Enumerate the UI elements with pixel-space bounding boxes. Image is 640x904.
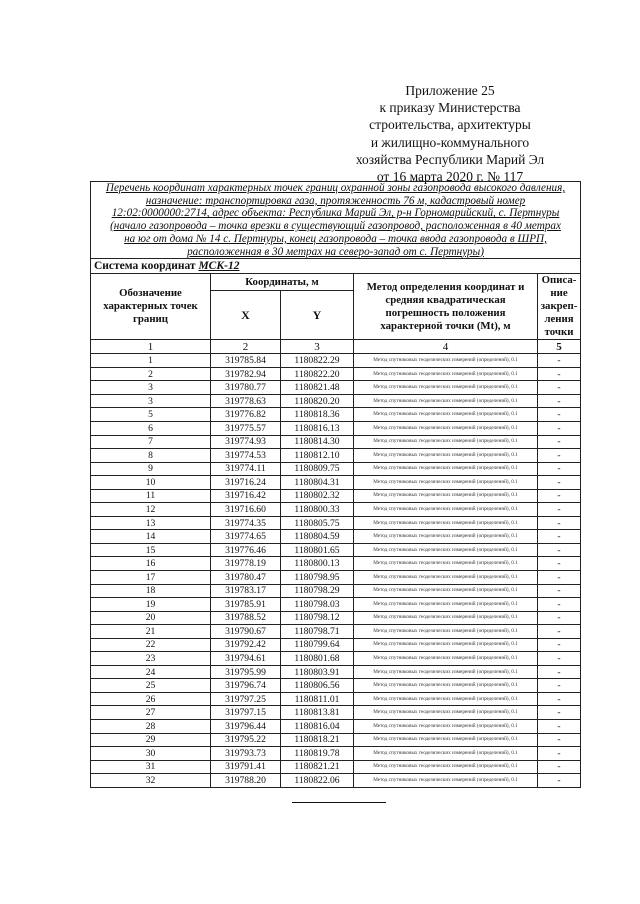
table-row [91, 489, 581, 503]
description-cell: - [538, 774, 581, 788]
title-line: расположенная в 30 метрах на северо-запад от с. Пертнуры) [187, 245, 484, 258]
header-designation: Обозначение характерных точек границ [91, 274, 211, 340]
title-line: Перечень координат характерных точек границ охранной зоны газопровода высокого давления, [105, 182, 566, 194]
x-coordinate-cell: 319774.35 [211, 516, 281, 530]
table-row [91, 570, 581, 584]
x-coordinate-cell: 319716.42 [211, 489, 281, 503]
x-coordinate-cell: 319785.91 [211, 598, 281, 612]
x-coordinate-cell: 319774.11 [211, 462, 281, 476]
x-coordinate-cell: 319776.46 [211, 543, 281, 557]
method-cell: Метод спутниковых геодезических измерений (определений), 0.1 [354, 354, 538, 368]
x-coordinate-cell: 319797.15 [211, 706, 281, 720]
method-cell: Метод спутниковых геодезических измерений (определений), 0.1 [354, 747, 538, 761]
description-cell: - [538, 449, 581, 463]
point-number-cell: 23 [91, 652, 211, 666]
description-cell: - [538, 760, 581, 774]
x-coordinate-cell: 319775.57 [211, 421, 281, 435]
description-cell: - [538, 394, 581, 408]
method-cell: Метод спутниковых геодезических измерений (определений), 0.1 [354, 652, 538, 666]
point-number-cell: 12 [91, 503, 211, 517]
coordinates-table [90, 181, 581, 788]
method-cell: Метод спутниковых геодезических измерений (определений), 0.1 [354, 394, 538, 408]
x-coordinate-cell: 319797.25 [211, 692, 281, 706]
method-cell: Метод спутниковых геодезических измерений (определений), 0.1 [354, 421, 538, 435]
y-coordinate-cell: 1180798.12 [281, 611, 354, 625]
y-coordinate-cell: 1180801.68 [281, 652, 354, 666]
description-cell: - [538, 530, 581, 544]
y-coordinate-cell: 1180806.56 [281, 679, 354, 693]
x-coordinate-cell: 319795.22 [211, 733, 281, 747]
description-cell: - [538, 516, 581, 530]
method-cell: Метод спутниковых геодезических измерений (определений), 0.1 [354, 503, 538, 517]
table-row [91, 611, 581, 625]
method-cell: Метод спутниковых геодезических измерений (определений), 0.1 [354, 516, 538, 530]
appendix-line: хозяйства Республики Марий Эл [355, 151, 545, 167]
x-coordinate-cell: 319795.99 [211, 665, 281, 679]
point-number-cell: 3 [91, 394, 211, 408]
table-row [91, 557, 581, 571]
footer-divider [292, 802, 386, 803]
x-coordinate-cell: 319792.42 [211, 638, 281, 652]
y-coordinate-cell: 1180798.95 [281, 570, 354, 584]
x-coordinate-cell: 319716.24 [211, 476, 281, 490]
table-row [91, 679, 581, 693]
method-cell: Метод спутниковых геодезических измерений (определений), 0.1 [354, 449, 538, 463]
appendix-line: строительства, архитектуры [369, 117, 531, 133]
point-number-cell: 30 [91, 747, 211, 761]
method-cell: Метод спутниковых геодезических измерений (определений), 0.1 [354, 530, 538, 544]
y-coordinate-cell: 1180800.33 [281, 503, 354, 517]
description-cell: - [538, 543, 581, 557]
method-cell: Метод спутниковых геодезических измерений (определений), 0.1 [354, 367, 538, 381]
table-row [91, 598, 581, 612]
x-coordinate-cell: 319778.63 [211, 394, 281, 408]
appendix-line: Приложение 25 [405, 83, 495, 98]
table-row [91, 747, 581, 761]
description-cell: - [538, 557, 581, 571]
description-cell: - [538, 489, 581, 503]
x-coordinate-cell: 319774.65 [211, 530, 281, 544]
y-coordinate-cell: 1180820.20 [281, 394, 354, 408]
table-row [91, 435, 581, 449]
point-number-cell: 5 [91, 408, 211, 422]
table-row [91, 760, 581, 774]
header-y: Y [281, 291, 354, 340]
point-number-cell: 1 [91, 354, 211, 368]
y-coordinate-cell: 1180818.36 [281, 408, 354, 422]
title-line: назначение: транспортировка газа, протяженность 76 м, кадастровый номер [145, 194, 526, 207]
table-row [91, 706, 581, 720]
point-number-cell: 29 [91, 733, 211, 747]
method-cell: Метод спутниковых геодезических измерений (определений), 0.1 [354, 625, 538, 639]
x-coordinate-cell: 319778.19 [211, 557, 281, 571]
y-coordinate-cell: 1180803.91 [281, 665, 354, 679]
table-row [91, 367, 581, 381]
point-number-cell: 6 [91, 421, 211, 435]
table-row [91, 408, 581, 422]
method-cell: Метод спутниковых геодезических измерений (определений), 0.1 [354, 543, 538, 557]
y-coordinate-cell: 1180818.21 [281, 733, 354, 747]
method-cell: Метод спутниковых геодезических измерений (определений), 0.1 [354, 570, 538, 584]
method-cell: Метод спутниковых геодезических измерений (определений), 0.1 [354, 638, 538, 652]
method-cell: Метод спутниковых геодезических измерений (определений), 0.1 [354, 598, 538, 612]
y-coordinate-cell: 1180798.71 [281, 625, 354, 639]
method-cell: Метод спутниковых геодезических измерений (определений), 0.1 [354, 733, 538, 747]
x-coordinate-cell: 319780.77 [211, 381, 281, 395]
y-coordinate-cell: 1180812.10 [281, 449, 354, 463]
column-number: 4 [354, 340, 538, 354]
point-number-cell: 13 [91, 516, 211, 530]
point-number-cell: 26 [91, 692, 211, 706]
x-coordinate-cell: 319790.67 [211, 625, 281, 639]
description-cell: - [538, 435, 581, 449]
method-cell: Метод спутниковых геодезических измерений (определений), 0.1 [354, 557, 538, 571]
description-cell: - [538, 503, 581, 517]
title-line: 12:02:0000000:2714, адрес объекта: Республика Марий Эл, р-н Горномарийский, с. Пертнуры [111, 207, 560, 220]
y-coordinate-cell: 1180805.75 [281, 516, 354, 530]
appendix-line: к приказу Министерства [379, 100, 521, 116]
x-coordinate-cell: 319793.73 [211, 747, 281, 761]
header-x: X [211, 291, 281, 340]
table-row [91, 692, 581, 706]
header-description: Описа-ние закреп-ления точки [538, 274, 581, 340]
table-row [91, 421, 581, 435]
table-row [91, 665, 581, 679]
description-cell: - [538, 692, 581, 706]
y-coordinate-cell: 1180804.31 [281, 476, 354, 490]
y-coordinate-cell: 1180809.75 [281, 462, 354, 476]
description-cell: - [538, 719, 581, 733]
title-line: (начало газопровода – точка врезки в существующий газопровод, расположенная в 40 метрах [110, 220, 561, 233]
x-coordinate-cell: 319796.74 [211, 679, 281, 693]
point-number-cell: 24 [91, 665, 211, 679]
coordinate-system [91, 259, 581, 274]
appendix-line: и жилищно-коммунального [370, 134, 530, 150]
point-number-cell: 9 [91, 462, 211, 476]
method-cell: Метод спутниковых геодезических измерений (определений), 0.1 [354, 665, 538, 679]
column-number: 3 [281, 340, 354, 354]
method-cell: Метод спутниковых геодезических измерений (определений), 0.1 [354, 408, 538, 422]
title-line: на юг от дома № 14 с. Пертнуры, конец газопровода – точка ввода газопровода в ШРП, [124, 232, 547, 245]
point-number-cell: 17 [91, 570, 211, 584]
description-cell: - [538, 733, 581, 747]
point-number-cell: 28 [91, 719, 211, 733]
description-cell: - [538, 747, 581, 761]
method-cell: Метод спутниковых геодезических измерений (определений), 0.1 [354, 489, 538, 503]
y-coordinate-cell: 1180801.65 [281, 543, 354, 557]
column-number: 2 [211, 340, 281, 354]
y-coordinate-cell: 1180798.03 [281, 598, 354, 612]
point-number-cell: 2 [91, 367, 211, 381]
method-cell: Метод спутниковых геодезических измерений (определений), 0.1 [354, 381, 538, 395]
x-coordinate-cell: 319785.84 [211, 354, 281, 368]
table-row [91, 733, 581, 747]
table-row [91, 381, 581, 395]
method-cell: Метод спутниковых геодезических измерений (определений), 0.1 [354, 679, 538, 693]
point-number-cell: 31 [91, 760, 211, 774]
point-number-cell: 22 [91, 638, 211, 652]
y-coordinate-cell: 1180821.21 [281, 760, 354, 774]
table-row [91, 503, 581, 517]
header-method: Метод определения координат и средняя квадратическая погрешность положения характерной точки (Mt), м [354, 274, 538, 340]
y-coordinate-cell: 1180816.04 [281, 719, 354, 733]
table-row [91, 774, 581, 788]
method-cell: Метод спутниковых геодезических измерений (определений), 0.1 [354, 774, 538, 788]
point-number-cell: 27 [91, 706, 211, 720]
x-coordinate-cell: 319774.53 [211, 449, 281, 463]
x-coordinate-cell: 319716.60 [211, 503, 281, 517]
x-coordinate-cell: 319796.44 [211, 719, 281, 733]
method-cell: Метод спутниковых геодезических измерений (определений), 0.1 [354, 692, 538, 706]
table-row [91, 543, 581, 557]
x-coordinate-cell: 319788.52 [211, 611, 281, 625]
point-number-cell: 3 [91, 381, 211, 395]
description-cell: - [538, 570, 581, 584]
point-number-cell: 16 [91, 557, 211, 571]
column-number: 5 [538, 340, 581, 354]
y-coordinate-cell: 1180799.64 [281, 638, 354, 652]
y-coordinate-cell: 1180802.32 [281, 489, 354, 503]
table-row [91, 449, 581, 463]
method-cell: Метод спутниковых геодезических измерений (определений), 0.1 [354, 706, 538, 720]
point-number-cell: 14 [91, 530, 211, 544]
table-row [91, 354, 581, 368]
x-coordinate-cell: 319776.82 [211, 408, 281, 422]
description-cell: - [538, 611, 581, 625]
table-row [91, 625, 581, 639]
y-coordinate-cell: 1180822.29 [281, 354, 354, 368]
description-cell: - [538, 354, 581, 368]
y-coordinate-cell: 1180816.13 [281, 421, 354, 435]
coordinate-system-label: Система координат [94, 260, 196, 273]
method-cell: Метод спутниковых геодезических измерений (определений), 0.1 [354, 719, 538, 733]
table-row [91, 719, 581, 733]
y-coordinate-cell: 1180813.81 [281, 706, 354, 720]
description-cell: - [538, 665, 581, 679]
y-coordinate-cell: 1180821.48 [281, 381, 354, 395]
table-title [91, 182, 581, 259]
column-number: 1 [91, 340, 211, 354]
method-cell: Метод спутниковых геодезических измерений (определений), 0.1 [354, 462, 538, 476]
x-coordinate-cell: 319782.94 [211, 367, 281, 381]
point-number-cell: 8 [91, 449, 211, 463]
coordinate-system-value: МСК-12 [198, 260, 240, 273]
description-cell: - [538, 652, 581, 666]
header-coordinates: Координаты, м [211, 274, 354, 291]
x-coordinate-cell: 319783.17 [211, 584, 281, 598]
method-cell: Метод спутниковых геодезических измерений (определений), 0.1 [354, 760, 538, 774]
description-cell: - [538, 476, 581, 490]
x-coordinate-cell: 319791.41 [211, 760, 281, 774]
y-coordinate-cell: 1180811.01 [281, 692, 354, 706]
table-row [91, 516, 581, 530]
point-number-cell: 10 [91, 476, 211, 490]
y-coordinate-cell: 1180800.13 [281, 557, 354, 571]
point-number-cell: 7 [91, 435, 211, 449]
description-cell: - [538, 408, 581, 422]
table-row [91, 462, 581, 476]
description-cell: - [538, 625, 581, 639]
method-cell: Метод спутниковых геодезических измерений (определений), 0.1 [354, 435, 538, 449]
description-cell: - [538, 381, 581, 395]
y-coordinate-cell: 1180804.59 [281, 530, 354, 544]
x-coordinate-cell: 319788.20 [211, 774, 281, 788]
y-coordinate-cell: 1180822.20 [281, 367, 354, 381]
table-row [91, 476, 581, 490]
x-coordinate-cell: 319794.61 [211, 652, 281, 666]
description-cell: - [538, 638, 581, 652]
point-number-cell: 11 [91, 489, 211, 503]
method-cell: Метод спутниковых геодезических измерений (определений), 0.1 [354, 476, 538, 490]
appendix-header [300, 82, 600, 185]
method-cell: Метод спутниковых геодезических измерений (определений), 0.1 [354, 611, 538, 625]
description-cell: - [538, 462, 581, 476]
description-cell: - [538, 598, 581, 612]
method-cell: Метод спутниковых геодезических измерений (определений), 0.1 [354, 584, 538, 598]
appendix-line: от 16 марта 2020 г. № 117 [376, 169, 524, 185]
description-cell: - [538, 367, 581, 381]
x-coordinate-cell: 319780.47 [211, 570, 281, 584]
table-row [91, 394, 581, 408]
y-coordinate-cell: 1180822.06 [281, 774, 354, 788]
point-number-cell: 32 [91, 774, 211, 788]
y-coordinate-cell: 1180798.29 [281, 584, 354, 598]
table-row [91, 530, 581, 544]
point-number-cell: 19 [91, 598, 211, 612]
description-cell: - [538, 679, 581, 693]
y-coordinate-cell: 1180814.30 [281, 435, 354, 449]
x-coordinate-cell: 319774.93 [211, 435, 281, 449]
point-number-cell: 25 [91, 679, 211, 693]
point-number-cell: 21 [91, 625, 211, 639]
y-coordinate-cell: 1180819.78 [281, 747, 354, 761]
point-number-cell: 18 [91, 584, 211, 598]
point-number-cell: 15 [91, 543, 211, 557]
description-cell: - [538, 584, 581, 598]
point-number-cell: 20 [91, 611, 211, 625]
table-row [91, 652, 581, 666]
description-cell: - [538, 421, 581, 435]
table-row [91, 638, 581, 652]
table-row [91, 584, 581, 598]
description-cell: - [538, 706, 581, 720]
